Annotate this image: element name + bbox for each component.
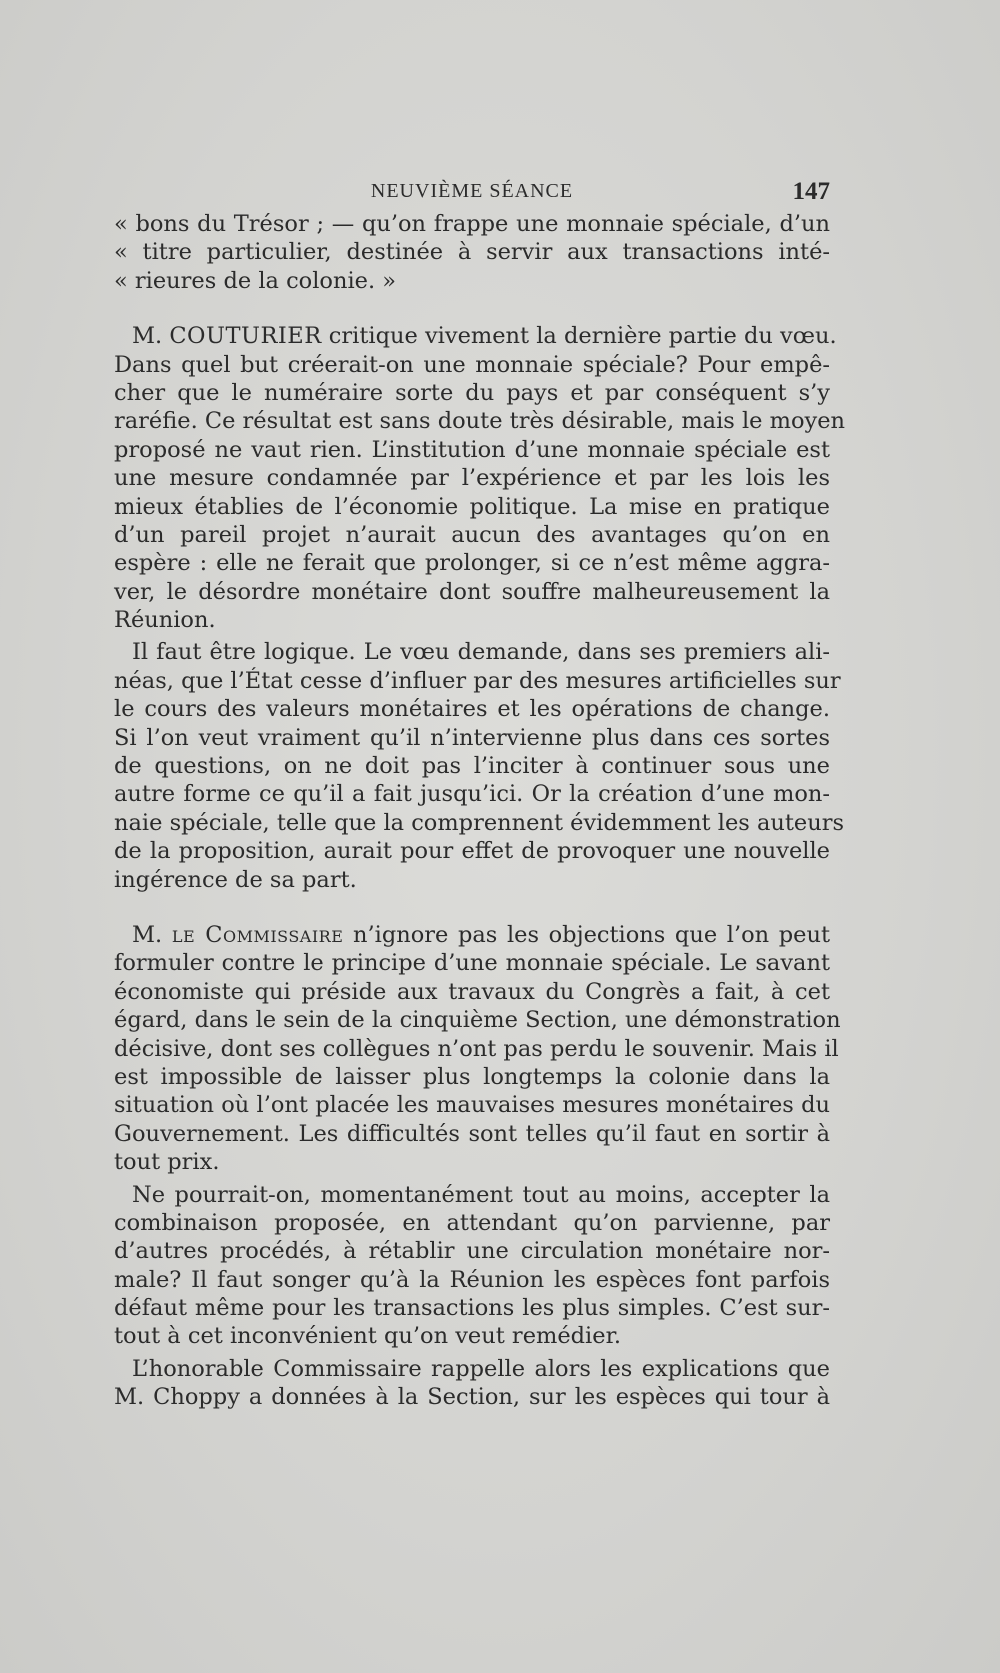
- text-line: égard, dans le sein de la cinquième Section, une démonstration: [114, 1007, 841, 1034]
- text-line: formuler contre le principe d’une monnaie spéciale. Le savant: [114, 950, 830, 977]
- text-line: combinaison proposée, en attendant qu’on parvienne, par: [114, 1209, 830, 1236]
- text-line: Il faut être logique. Le vœu demande, dans ses premiers ali-: [132, 639, 830, 666]
- text-line: raréfie. Ce résultat est sans doute très désirable, mais le moyen: [114, 408, 846, 435]
- text-line: male? Il faut songer qu’à la Réunion les espèces font parfois: [114, 1266, 830, 1293]
- text-line: économiste qui préside aux travaux du Congrès a fait, à cet: [114, 978, 830, 1005]
- text-line: tout à cet inconvénient qu’on veut remédier.: [114, 1323, 622, 1350]
- paragraph: [114, 1181, 830, 1351]
- text-line: M. Choppy a données à la Section, sur les espèces qui tour à: [114, 1384, 830, 1411]
- text-line: Gouvernement. Les difficultés sont telles qu’il faut en sortir à: [114, 1120, 830, 1147]
- text-line: espère : elle ne ferait que prolonger, si ce n’est même aggra-: [114, 550, 830, 577]
- text-line: Dans quel but créerait-on une monnaie spéciale? Pour empê-: [114, 351, 830, 378]
- speaker-name: COUTURIER: [169, 323, 322, 350]
- text-line: le cours des valeurs monétaires et les opérations de change.: [114, 696, 830, 723]
- text-line: naie spéciale, telle que la comprennent évidemment les auteurs: [114, 809, 845, 836]
- page-number: 147: [792, 178, 830, 205]
- page-header: [114, 178, 830, 206]
- paragraph: [114, 210, 830, 295]
- text-line: Réunion.: [114, 607, 216, 634]
- text-line: Ne pourrait-on, momentanément tout au moins, accepter la: [132, 1181, 830, 1208]
- text-line: [114, 921, 830, 949]
- text-line: « rieures de la colonie. »: [114, 267, 397, 294]
- speaker-prefix: M.: [132, 323, 170, 350]
- text-line: situation où l’ont placée les mauvaises mesures monétaires du: [114, 1092, 830, 1119]
- text-line: de questions, on ne doit pas l’inciter à continuer sous une: [114, 753, 830, 780]
- speaker-name: le Commissaire: [171, 921, 344, 948]
- text-line: néas, que l’État cesse d’influer par des mesures artificielles sur: [114, 667, 841, 694]
- paragraph: [114, 1355, 830, 1412]
- text-line: est impossible de laisser plus longtemps la colonie dans la: [114, 1063, 830, 1090]
- text-line: autre forme ce qu’il a fait jusqu’ici. Or la création d’une mon-: [114, 781, 830, 808]
- text-line: L’honorable Commissaire rappelle alors les explications que: [132, 1355, 830, 1382]
- text-line: d’autres procédés, à rétablir une circulation monétaire nor-: [114, 1238, 830, 1265]
- paragraph-gap: [114, 295, 830, 322]
- text-line: ingérence de sa part.: [114, 866, 357, 893]
- text-line: proposé ne vaut rien. L’institution d’une monnaie spéciale est: [114, 436, 830, 463]
- text-line: décisive, dont ses collègues n’ont pas perdu le souvenir. Mais il: [114, 1035, 839, 1062]
- text-line: défaut même pour les transactions les plus simples. C’est sur-: [114, 1295, 830, 1322]
- running-head: NEUVIÈME SÉANCE: [370, 180, 574, 202]
- text-line: Si l’on veut vraiment qu’il n’intervienne plus dans ces sortes: [114, 724, 830, 751]
- paragraph: [114, 921, 841, 1177]
- text-run: critique vivement la dernière partie du vœu.: [321, 323, 837, 350]
- text-line: « bons du Trésor ; — qu’on frappe une monnaie spéciale, d’un: [114, 211, 830, 237]
- text-line: d’un pareil projet n’aurait aucun des avantages qu’on en: [114, 521, 830, 548]
- text-line: de la proposition, aurait pour effet de provoquer une nouvelle: [114, 838, 830, 865]
- paragraph: [114, 638, 845, 894]
- text-line: [114, 322, 837, 350]
- text-line: une mesure condamnée par l’expérience et par les lois les: [114, 465, 830, 492]
- paragraph-gap: [114, 894, 830, 921]
- text-run: n’ignore pas les objections que l’on peut: [343, 921, 830, 948]
- paragraph: [114, 322, 846, 634]
- text-line: tout prix.: [114, 1149, 220, 1176]
- text-line: cher que le numéraire sorte du pays et par conséquent s’y: [114, 379, 830, 406]
- body-text: [114, 210, 846, 1412]
- text-line: « titre particulier, destinée à servir aux transactions inté-: [114, 239, 830, 266]
- text-line: mieux établies de l’économie politique. La mise en pratique: [114, 493, 830, 520]
- speaker-prefix: M.: [132, 921, 172, 948]
- text-line: ver, le désordre monétaire dont souffre malheureusement la: [114, 578, 830, 605]
